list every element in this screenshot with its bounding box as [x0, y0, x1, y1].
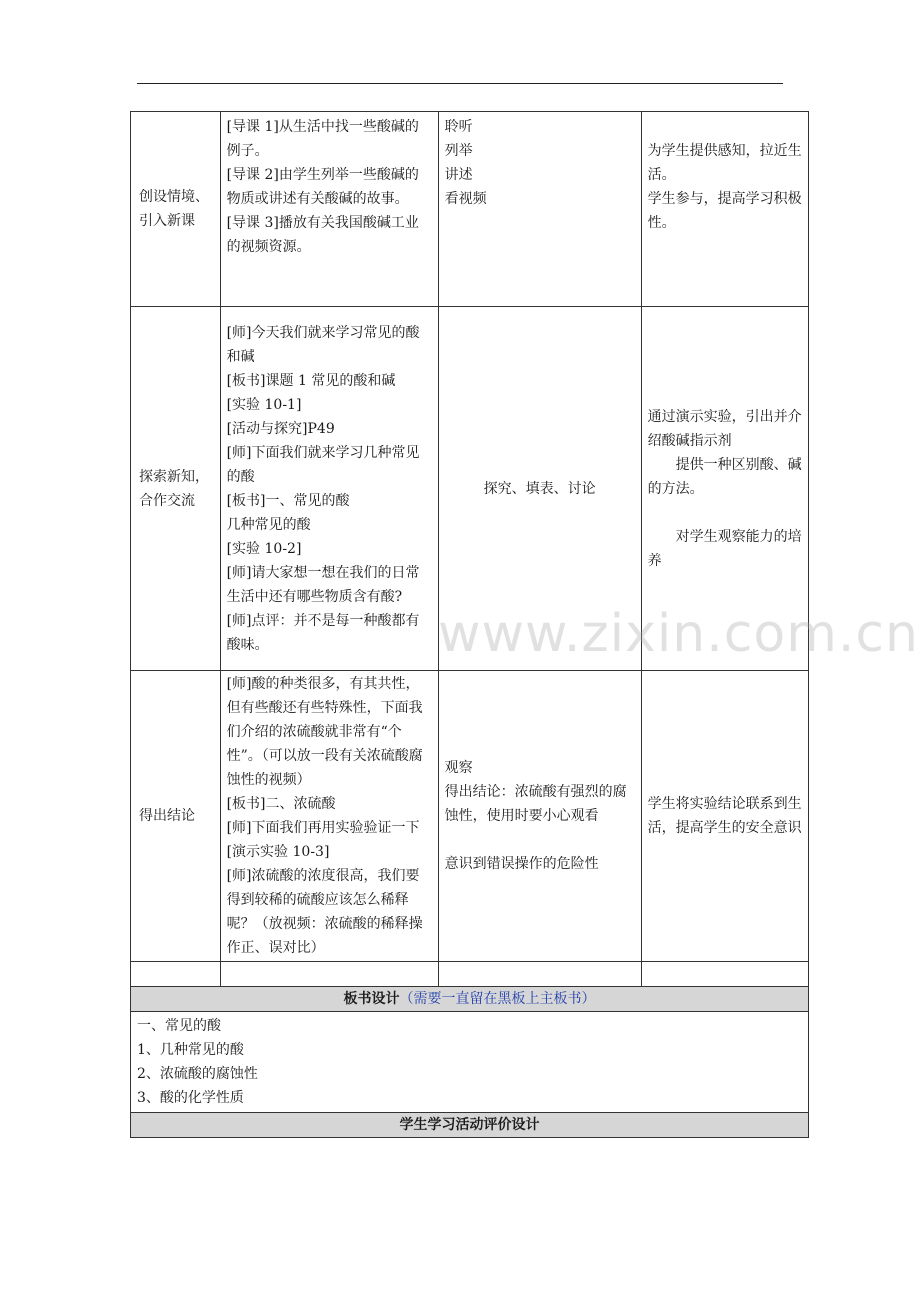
evaluation-header-row: [131, 1113, 809, 1138]
empty-cell: [438, 962, 641, 987]
text-line: [导课 2]由学生列举一些酸碱的物质或讲述有关酸碱的故事。: [226, 167, 419, 207]
text-line: 对学生观察能力的培养: [647, 528, 802, 569]
design-intent-cell: [641, 671, 808, 962]
empty-row: [131, 962, 809, 987]
student-activity-cell: [438, 671, 641, 962]
text-line: 学生将实验结论联系到生活，提高学生的安全意识: [647, 796, 802, 836]
text-line: 几种常见的酸: [226, 516, 311, 533]
text-line: 通过演示实验，引出并介绍酸碱指示剂: [647, 408, 802, 449]
text-line: 得出结论：浓硫酸有强烈的腐蚀性，使用时要小心观看: [444, 784, 627, 824]
table-row: [131, 671, 809, 962]
text-line: [导课 3]播放有关我国酸碱工业的视频资源。: [226, 215, 419, 255]
spacer: [648, 501, 802, 525]
text-line: 列举: [444, 143, 473, 159]
text-line: 学生参与，提高学习积极性。: [647, 191, 802, 231]
text-line: [师]点评：并不是每一种酸都有酸味。: [226, 612, 420, 653]
teacher-activity-cell: [220, 112, 438, 307]
board-design-header: [131, 987, 809, 1012]
stage-cell: 创设情境、引入新课: [131, 112, 221, 307]
board-line: 1、几种常见的酸: [137, 1042, 244, 1058]
text-line: [师]请大家想一想在我们的日常生活中还有哪些物质含有酸?: [226, 564, 420, 605]
board-design-header-row: [131, 987, 809, 1012]
text-line: [实验 10-1]: [226, 396, 302, 413]
text-line: [师]浓硫酸的浓度很高，我们要得到较稀的硫酸应该怎么稀释呢？（放视频：浓硫酸的稀释操作正、误对比）: [226, 868, 423, 956]
text-line: [师]今天我们就来学习常见的酸和碱: [226, 324, 420, 365]
board-design-note: （需要一直留在黑板上主板书）: [399, 991, 596, 1007]
board-design-content: [131, 1012, 809, 1113]
board-design-title: 板书设计: [343, 991, 400, 1007]
text-line: [实验 10-2]: [226, 540, 302, 557]
board-design-content-row: [131, 1012, 809, 1113]
board-line: 一、常见的酸: [137, 1018, 221, 1034]
evaluation-header: 学生学习活动评价设计: [131, 1113, 809, 1138]
text-line: 看视频: [444, 191, 487, 207]
text-line: [板书]二、浓硫酸: [226, 796, 336, 812]
text-line: [师]下面我们就来学习几种常见的酸: [226, 444, 420, 485]
stage-cell: 探索新知，合作交流: [131, 307, 221, 671]
text-line: [板书]课题 1 常见的酸和碱: [226, 372, 396, 389]
empty-cell: [641, 962, 808, 987]
board-line: 2、浓硫酸的腐蚀性: [137, 1066, 258, 1082]
empty-cell: [220, 962, 438, 987]
text-line: [活动与探究]P49: [226, 420, 335, 437]
text-line: 提供一种区别酸、碱的方法。: [647, 456, 802, 497]
watermark: www.zixin.com.cn: [438, 604, 919, 664]
table-row: [131, 112, 809, 307]
text-line: [师]酸的种类很多，有其共性，但有些酸还有些特殊性，下面我们介绍的浓硫酸就非常有“个性”。（可以放一段有关浓硫酸腐蚀性的视频）: [226, 676, 423, 788]
teacher-activity-cell: [220, 671, 438, 962]
spacer: [445, 828, 635, 852]
empty-cell: [131, 962, 221, 987]
page-header-rule: [137, 83, 783, 84]
text-line: [导课 1]从生活中找一些酸碱的例子。: [226, 119, 419, 159]
text-line: 为学生提供感知，拉近生活。: [647, 143, 802, 183]
text-line: [师]下面我们再用实验验证一下[演示实验 10-3]: [226, 820, 420, 860]
text-line: 观察: [444, 760, 473, 776]
stage-cell: 得出结论: [131, 671, 221, 962]
teacher-activity-cell: [220, 307, 438, 671]
text-line: [板书]一、常见的酸: [226, 492, 350, 509]
design-intent-cell: [641, 112, 808, 307]
board-line: 3、酸的化学性质: [137, 1090, 244, 1106]
student-activity-cell: [438, 112, 641, 307]
text-line: 聆听: [444, 119, 473, 135]
text-line: 意识到错误操作的危险性: [444, 856, 599, 872]
text-line: 探究、填表、讨论: [483, 480, 596, 497]
text-line: 讲述: [444, 167, 473, 183]
